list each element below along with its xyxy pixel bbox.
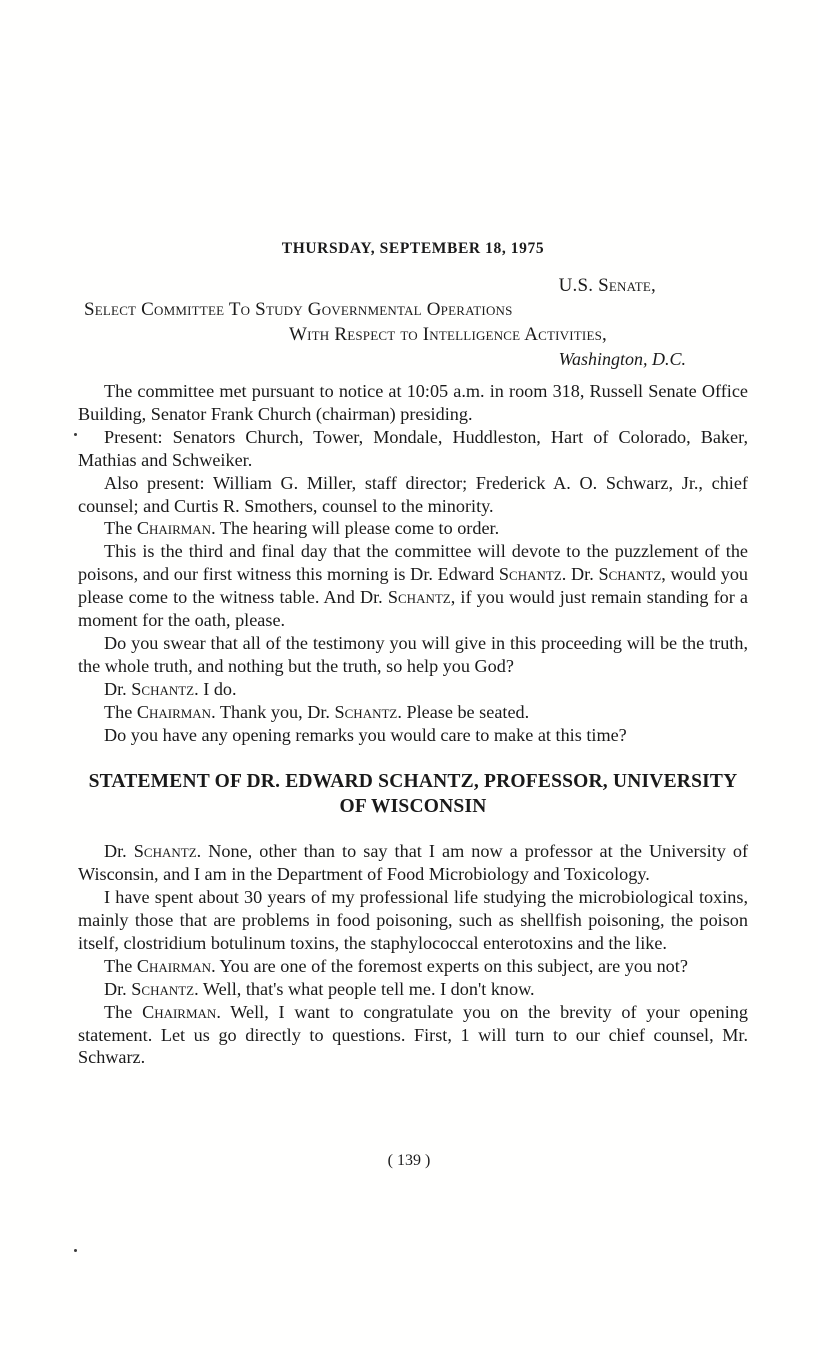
paragraph: The Chairman. Well, I want to congratulate you on the brevity of your opening statement. Let us go directly to questions. First, 1 will turn to our chief counsel, Mr. Schwarz. (78, 1001, 748, 1068)
margin-speck-lower (74, 1249, 77, 1252)
paragraph: The Chairman. Thank you, Dr. Schantz. Please be seated. (104, 701, 530, 722)
paragraph: Also present: William G. Miller, staff director; Frederick A. O. Schwarz, Jr., chief counsel; and Curtis R. Smothers, counsel to the minority. (78, 472, 748, 516)
body-heading-line-3: With Respect to Intelligence Activities, (289, 323, 607, 345)
page-content (78, 240, 748, 1069)
paragraph: Dr. Schantz. Well, that's what people tell me. I don't know. (104, 978, 535, 999)
paragraph: Do you swear that all of the testimony you will give in this proceeding will be the truth, the whole truth, and nothing but the truth, so help you God? (78, 633, 748, 676)
paragraph: I have spent about 30 years of my professional life studying the microbiological toxins, mainly those that are problems in food poisoning, such as shellfish poisoning, the poison itself, clostridium botulinum toxins, the staphylococcal enterotoxins and the like. (78, 887, 748, 953)
body-heading-line-2: Select Committee To Study Governmental Operations (84, 299, 513, 321)
paragraph: Do you have any opening remarks you would care to make at this time? (104, 724, 627, 745)
statement-heading-line-1: STATEMENT OF DR. EDWARD SCHANTZ, PROFESSOR, UNIVERSITY (88, 770, 738, 792)
paragraph: The Chairman. You are one of the foremost experts on this subject, are you not? (104, 955, 688, 976)
paragraph: The Chairman. The hearing will please come to order. (104, 518, 500, 539)
paragraph: Dr. Schantz. I do. (104, 678, 237, 699)
date-heading: THURSDAY, SEPTEMBER 18, 1975 (281, 240, 545, 257)
paragraph: The committee met pursuant to notice at 10:05 a.m. in room 318, Russell Senate Office Building, Senator Frank Church (chairman) presiding. (78, 380, 748, 424)
body-heading-line-1: U.S. Senate, (558, 275, 656, 296)
statement-heading-line-2: OF WISCONSIN (339, 796, 487, 818)
statement-heading (78, 769, 748, 820)
page-number: ( 139 ) (387, 1152, 431, 1169)
place-line: Washington, D.C. (558, 348, 686, 369)
margin-speck-upper (74, 433, 77, 436)
paragraph: Dr. Schantz. None, other than to say that I am now a professor at the University of Wisconsin, and I am in the Department of Food Microbiology and Toxicology. (78, 841, 748, 885)
paragraph: Present: Senators Church, Tower, Mondale, Huddleston, Hart of Colorado, Baker, Mathias and Schweiker. (78, 426, 748, 470)
paragraph: This is the third and final day that the committee will devote to the puzzlement of the poisons, and our first witness this morning is Dr. Edward Schantz. Dr. Schantz, would you please come to the witness table. And Dr. Schantz, if you would just remain standing for a moment for the oath, please. (78, 541, 749, 631)
